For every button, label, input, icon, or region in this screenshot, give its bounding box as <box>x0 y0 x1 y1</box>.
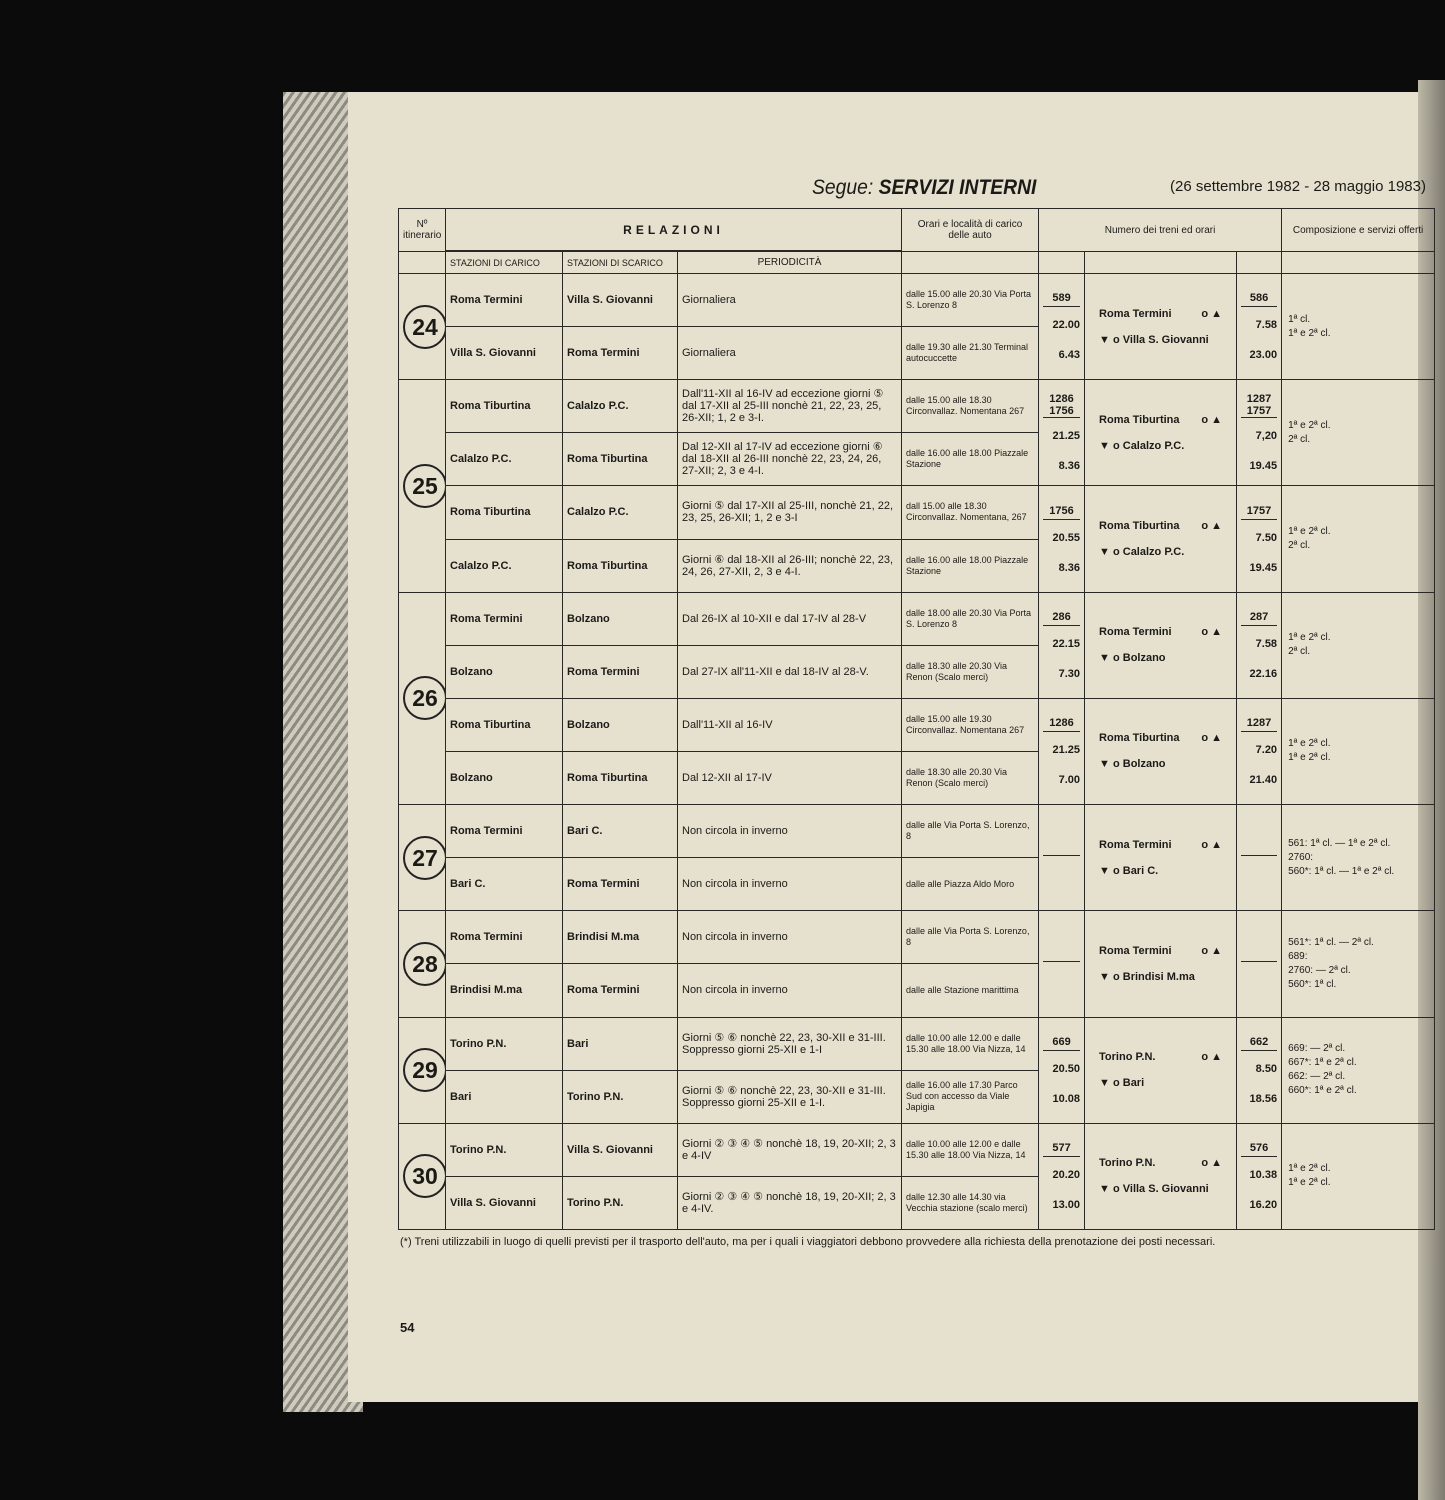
route-station-2: Brindisi M.ma <box>1122 970 1195 983</box>
train-num-left <box>1043 947 1080 962</box>
route-station-2: Bari C. <box>1122 864 1159 877</box>
train-number-right <box>1237 698 1282 804</box>
down-arrow-icon: ▼ o <box>1099 864 1123 877</box>
route-destination <box>1099 758 1222 770</box>
train-number-left <box>1039 274 1085 380</box>
train-num-right: 586 <box>1241 292 1277 307</box>
page-title <box>812 176 1036 200</box>
table-row <box>399 698 1435 751</box>
train-num-left: 669 <box>1043 1036 1080 1051</box>
load-station: Roma Termini <box>446 592 563 645</box>
table-row <box>399 911 1435 964</box>
down-arrow-icon: ▼ o <box>1099 758 1123 771</box>
composition-cell <box>1282 911 1435 1017</box>
route-origin <box>1099 732 1222 744</box>
time-left-2: 6.43 <box>1058 349 1081 362</box>
route-destination <box>1099 334 1222 346</box>
loading-times: dalle 18.30 alle 20.30 Via Renon (Scalo merci) <box>902 645 1039 698</box>
itinerary-number: 26 <box>403 676 446 720</box>
train-num-left: 589 <box>1043 292 1080 307</box>
route-cell <box>1085 911 1237 1017</box>
route-station-1: Roma Tiburtina <box>1099 520 1180 533</box>
unload-station: Villa S. Giovanni <box>563 274 678 327</box>
unload-station: Roma Tiburtina <box>563 433 678 486</box>
route-station-2: Bari <box>1122 1077 1145 1090</box>
route-destination <box>1099 971 1222 983</box>
route-cell <box>1085 592 1237 698</box>
composition-item: 1ª cl. <box>1288 313 1311 325</box>
time-right-2: 16.20 <box>1249 1198 1278 1211</box>
route-cell <box>1085 486 1237 592</box>
load-station: Roma Termini <box>446 911 563 964</box>
loading-times: dalle 16.00 alle 18.00 Piazzale Stazione <box>902 433 1039 486</box>
composition-item: 1ª e 2ª cl. <box>1288 738 1331 750</box>
itinerary-cell <box>399 274 446 380</box>
composition-cell <box>1282 698 1435 804</box>
loading-times: dalle alle Stazione marittima <box>902 964 1039 1017</box>
route-cell <box>1085 1123 1237 1229</box>
route-station-1: Roma Tiburtina <box>1099 413 1180 426</box>
time-right-2: 19.45 <box>1249 460 1278 473</box>
route-destination <box>1099 1183 1222 1195</box>
up-arrow-icon: o ▲ <box>1201 520 1223 533</box>
time-left-2: 7.30 <box>1058 667 1081 680</box>
composition-cell <box>1282 274 1435 380</box>
table-row <box>399 486 1435 539</box>
col-itinerary: Nº itinerario <box>399 209 446 252</box>
composition-cell <box>1282 486 1435 592</box>
periodicity: Giorni ⑤ ⑥ nonchè 22, 23, 30-XII e 31-III. Soppresso giorni 25-XII e 1-I. <box>678 1070 902 1123</box>
up-arrow-icon: o ▲ <box>1201 307 1223 320</box>
unload-station: Bari C. <box>563 805 678 858</box>
col-composition: Composizione e servizi offerti <box>1282 209 1435 252</box>
route-origin <box>1099 1051 1222 1063</box>
unload-station: Torino P.N. <box>563 1176 678 1229</box>
time-right-1: 7.50 <box>1255 531 1278 544</box>
train-num-right: 662 <box>1241 1036 1277 1051</box>
route-destination <box>1099 546 1222 558</box>
time-right-2: 21.40 <box>1249 773 1278 786</box>
periodicity: Giornaliera <box>678 327 902 380</box>
periodicity: Non circola in inverno <box>678 858 902 911</box>
periodicity: Non circola in inverno <box>678 911 902 964</box>
load-station: Roma Tiburtina <box>446 698 563 751</box>
time-right-1: 7.58 <box>1255 637 1278 650</box>
time-left-1: 20.50 <box>1052 1062 1081 1075</box>
time-left-1: 21.25 <box>1052 743 1081 756</box>
time-right-2: 23.00 <box>1249 349 1278 362</box>
train-number-left <box>1039 805 1085 911</box>
composition-item: 2760: — 2ª cl. <box>1288 964 1351 976</box>
time-left-1: 22.00 <box>1052 319 1081 332</box>
time-left-2: 7.00 <box>1058 773 1081 786</box>
periodicity: Non circola in inverno <box>678 964 902 1017</box>
route-destination <box>1099 1077 1222 1089</box>
load-station: Roma Termini <box>446 805 563 858</box>
load-station: Roma Termini <box>446 274 563 327</box>
loading-times: dalle 18.30 alle 20.30 Via Renon (Scalo merci) <box>902 751 1039 804</box>
route-origin <box>1099 1157 1222 1169</box>
train-number-left <box>1039 1017 1085 1123</box>
table-row <box>399 1017 1435 1070</box>
loading-times: dalle alle Via Porta S. Lorenzo, 8 <box>902 911 1039 964</box>
unload-station: Roma Termini <box>563 327 678 380</box>
periodicity: Dall'11-XII al 16-IV ad eccezione giorni ⑤ dal 17-XII al 25-III nonchè 21, 22, 23, 25, 26-XII; 1, 2 e 3-I. <box>678 380 902 433</box>
loading-times: dalle 15.00 alle 20.30 Via Porta S. Lorenzo 8 <box>902 274 1039 327</box>
up-arrow-icon: o ▲ <box>1201 626 1223 639</box>
route-cell <box>1085 380 1237 486</box>
down-arrow-icon: ▼ o <box>1099 439 1123 452</box>
train-number-right <box>1237 274 1282 380</box>
footnote: (*) Treni utilizzabili in luogo di quelli previsti per il trasporto dell'auto, ma per i quali i viaggiatori debbono provvedere alla richiesta della prenotazione dei posti necessari. <box>400 1236 1216 1248</box>
loading-times: dalle 15.00 alle 19.30 Circonvallaz. Nomentana 267 <box>902 698 1039 751</box>
unload-station: Roma Tiburtina <box>563 539 678 592</box>
train-number-left <box>1039 698 1085 804</box>
time-left-1: 20.55 <box>1052 531 1081 544</box>
time-right-1: 10.38 <box>1249 1168 1278 1181</box>
loading-times: dall 15.00 alle 18.30 Circonvallaz. Nomentana, 267 <box>902 486 1039 539</box>
train-num-left: 286 <box>1043 611 1080 626</box>
route-origin <box>1099 945 1222 957</box>
route-origin <box>1099 839 1222 851</box>
time-left-2: 8.36 <box>1058 460 1081 473</box>
route-cell <box>1085 698 1237 804</box>
composition-item: 2ª cl. <box>1288 433 1311 445</box>
composition-item: 689: <box>1288 950 1308 962</box>
route-origin <box>1099 520 1222 532</box>
up-arrow-icon: o ▲ <box>1201 413 1223 426</box>
route-station-1: Roma Termini <box>1099 307 1172 320</box>
train-num-left: 1286 <box>1043 717 1080 732</box>
route-destination <box>1099 865 1222 877</box>
periodicity: Giorni ② ③ ④ ⑤ nonchè 18, 19, 20-XII; 2, 3 e 4-IV. <box>678 1176 902 1229</box>
down-arrow-icon: ▼ o <box>1099 1077 1123 1090</box>
time-left-2: 8.36 <box>1058 561 1081 574</box>
composition-item: 1ª e 2ª cl. <box>1288 1163 1331 1175</box>
train-num-right <box>1241 841 1277 856</box>
time-right-1: 8.50 <box>1255 1062 1278 1075</box>
unload-station: Brindisi M.ma <box>563 911 678 964</box>
table-row <box>399 380 1435 433</box>
time-right-1: 7.20 <box>1255 743 1278 756</box>
down-arrow-icon: ▼ o <box>1099 970 1123 983</box>
col-unload-station: STAZIONI DI SCARICO <box>563 252 678 274</box>
composition-item: 2ª cl. <box>1288 646 1311 658</box>
time-right-2: 19.45 <box>1249 561 1278 574</box>
route-origin <box>1099 414 1222 426</box>
unload-station: Calalzo P.C. <box>563 486 678 539</box>
route-station-2: Villa S. Giovanni <box>1122 333 1209 346</box>
unload-station: Roma Termini <box>563 645 678 698</box>
composition-cell <box>1282 1017 1435 1123</box>
table-row <box>399 805 1435 858</box>
down-arrow-icon: ▼ o <box>1099 546 1123 559</box>
load-station: Bolzano <box>446 645 563 698</box>
composition-item: 2760: <box>1288 851 1314 863</box>
train-number-left <box>1039 911 1085 1017</box>
up-arrow-icon: o ▲ <box>1201 838 1223 851</box>
load-station: Roma Tiburtina <box>446 380 563 433</box>
train-num-left: 1756 <box>1043 505 1080 520</box>
composition-item: 561: 1ª cl. — 1ª e 2ª cl. <box>1288 837 1391 849</box>
col-times: Orari e località di carico delle auto <box>902 209 1039 252</box>
train-num-right: 1287 <box>1241 717 1277 732</box>
itinerary-number: 25 <box>403 464 446 508</box>
loading-times: dalle 19.30 alle 21.30 Terminal autocuccette <box>902 327 1039 380</box>
time-left-1: 20.20 <box>1052 1168 1081 1181</box>
route-cell <box>1085 805 1237 911</box>
itinerary-number: 24 <box>403 305 446 349</box>
composition-item: 1ª e 2ª cl. <box>1288 632 1331 644</box>
periodicity: Giorni ⑥ dal 18-XII al 26-III; nonchè 22, 23, 24, 26, 27-XII, 2, 3 e 4-I. <box>678 539 902 592</box>
time-right-1: 7,20 <box>1255 430 1278 443</box>
train-number-left <box>1039 486 1085 592</box>
load-station: Calalzo P.C. <box>446 433 563 486</box>
loading-times: dalle 16.00 alle 17.30 Parco Sud con accesso da Viale Japigia <box>902 1070 1039 1123</box>
route-origin <box>1099 626 1222 638</box>
composition-item: 1ª e 2ª cl. <box>1288 526 1331 538</box>
time-right-1: 7.58 <box>1255 319 1278 332</box>
loading-times: dalle 15.00 alle 18.30 Circonvallaz. Nomentana 267 <box>902 380 1039 433</box>
title-prefix: Segue: <box>812 176 874 199</box>
itinerary-number: 29 <box>403 1048 446 1092</box>
load-station: Bolzano <box>446 751 563 804</box>
itinerary-cell <box>399 1123 446 1229</box>
composition-cell <box>1282 1123 1435 1229</box>
time-right-2: 18.56 <box>1249 1092 1278 1105</box>
periodicity: Giorni ⑤ ⑥ nonchè 22, 23, 30-XII e 31-III. Soppresso giorni 25-XII e 1-I <box>678 1017 902 1070</box>
load-station: Brindisi M.ma <box>446 964 563 1017</box>
composition-item: 2ª cl. <box>1288 540 1311 552</box>
periodicity: Dal 12-XII al 17-IV <box>678 751 902 804</box>
loading-times: dalle 16.00 alle 18.00 Piazzale Stazione <box>902 539 1039 592</box>
route-station-1: Roma Termini <box>1099 626 1172 639</box>
train-number-right <box>1237 1123 1282 1229</box>
load-station: Villa S. Giovanni <box>446 1176 563 1229</box>
route-station-1: Torino P.N. <box>1099 1051 1156 1064</box>
composition-item: 660*: 1ª e 2ª cl. <box>1288 1085 1357 1097</box>
route-origin <box>1099 308 1222 320</box>
unload-station: Bolzano <box>563 698 678 751</box>
route-station-1: Torino P.N. <box>1099 1157 1156 1170</box>
page-header <box>0 176 1445 206</box>
train-number-right <box>1237 380 1282 486</box>
composition-item: 1ª e 2ª cl. <box>1288 327 1331 339</box>
periodicity: Non circola in inverno <box>678 805 902 858</box>
load-station: Torino P.N. <box>446 1017 563 1070</box>
itinerary-cell <box>399 592 446 804</box>
page-number: 54 <box>400 1320 415 1335</box>
table-row <box>399 592 1435 645</box>
down-arrow-icon: ▼ o <box>1099 652 1123 665</box>
col-trains: Numero dei treni ed orari <box>1039 209 1282 252</box>
load-station: Calalzo P.C. <box>446 539 563 592</box>
periodicity: Dal 27-IX all'11-XII e dal 18-IV al 28-V. <box>678 645 902 698</box>
itinerary-number: 28 <box>403 942 446 986</box>
time-left-2: 13.00 <box>1052 1198 1081 1211</box>
periodicity: Giorni ⑤ dal 17-XII al 25-III, nonchè 21, 22, 23, 25, 26-XII; 1, 2 e 3-I <box>678 486 902 539</box>
composition-cell <box>1282 380 1435 486</box>
periodicity: Giornaliera <box>678 274 902 327</box>
route-station-2: Bolzano <box>1122 652 1166 665</box>
train-num-right: 287 <box>1241 611 1277 626</box>
itinerary-cell <box>399 380 446 592</box>
load-station: Roma Tiburtina <box>446 486 563 539</box>
unload-station: Roma Termini <box>563 964 678 1017</box>
train-num-right: 576 <box>1241 1142 1277 1157</box>
route-destination <box>1099 652 1222 664</box>
train-num-left <box>1043 841 1080 856</box>
itinerary-cell <box>399 805 446 911</box>
time-right-2: 22.16 <box>1249 667 1278 680</box>
time-left-2: 10.08 <box>1052 1092 1081 1105</box>
periodicity: Giorni ② ③ ④ ⑤ nonchè 18, 19, 20-XII; 2, 3 e 4-IV <box>678 1123 902 1176</box>
composition-item: 1ª e 2ª cl. <box>1288 752 1331 764</box>
time-left-1: 21.25 <box>1052 430 1081 443</box>
route-cell <box>1085 274 1237 380</box>
down-arrow-icon: ▼ o <box>1099 1183 1123 1196</box>
composition-item: 662: — 2ª cl. <box>1288 1071 1346 1083</box>
train-number-right <box>1237 805 1282 911</box>
loading-times: dalle 12.30 alle 14.30 via Vecchia stazione (scalo merci) <box>902 1176 1039 1229</box>
route-cell <box>1085 1017 1237 1123</box>
train-num-right <box>1241 947 1277 962</box>
up-arrow-icon: o ▲ <box>1201 732 1223 745</box>
unload-station: Roma Termini <box>563 858 678 911</box>
unload-station: Bari <box>563 1017 678 1070</box>
validity-period: (26 settembre 1982 - 28 maggio 1983) <box>1170 178 1426 195</box>
load-station: Bari <box>446 1070 563 1123</box>
title-main: SERVIZI INTERNI <box>878 176 1037 199</box>
train-number-left <box>1039 592 1085 698</box>
route-destination <box>1099 440 1222 452</box>
table-row <box>399 1123 1435 1176</box>
train-number-left <box>1039 380 1085 486</box>
time-left-1: 22.15 <box>1052 637 1081 650</box>
route-station-2: Calalzo P.C. <box>1122 546 1185 559</box>
col-periodicity: PERIODICITÀ <box>678 252 902 274</box>
up-arrow-icon: o ▲ <box>1201 944 1223 957</box>
itinerary-number: 27 <box>403 836 446 880</box>
composition-cell <box>1282 592 1435 698</box>
route-station-1: Roma Termini <box>1099 944 1172 957</box>
up-arrow-icon: o ▲ <box>1201 1051 1223 1064</box>
train-num-left: 577 <box>1043 1142 1080 1157</box>
loading-times: dalle 10.00 alle 12.00 e dalle 15.30 alle 18.00 Via Nizza, 14 <box>902 1017 1039 1070</box>
train-num-right: 1757 <box>1241 505 1277 520</box>
route-station-1: Roma Termini <box>1099 838 1172 851</box>
load-station: Torino P.N. <box>446 1123 563 1176</box>
down-arrow-icon: ▼ o <box>1099 333 1123 346</box>
route-station-1: Roma Tiburtina <box>1099 732 1180 745</box>
unload-station: Bolzano <box>563 592 678 645</box>
loading-times: dalle 18.00 alle 20.30 Via Porta S. Lorenzo 8 <box>902 592 1039 645</box>
periodicity: Dal 12-XII al 17-IV ad eccezione giorni ⑥ dal 18-XII al 26-III nonchè 22, 23, 24, 26, 27-XII; 2, 3 e 4-I. <box>678 433 902 486</box>
composition-item: 1ª e 2ª cl. <box>1288 419 1331 431</box>
table-row <box>399 274 1435 327</box>
train-number-left <box>1039 1123 1085 1229</box>
periodicity: Dal 26-IX al 10-XII e dal 17-IV al 28-V <box>678 592 902 645</box>
route-station-2: Calalzo P.C. <box>1122 439 1185 452</box>
unload-station: Roma Tiburtina <box>563 751 678 804</box>
loading-times: dalle alle Piazza Aldo Moro <box>902 858 1039 911</box>
train-number-right <box>1237 1017 1282 1123</box>
itinerary-number: 30 <box>403 1154 446 1198</box>
loading-times: dalle 10.00 alle 12.00 e dalle 15.30 alle 18.00 Via Nizza, 14 <box>902 1123 1039 1176</box>
load-station: Villa S. Giovanni <box>446 327 563 380</box>
train-num-left: 1286 1756 <box>1043 393 1080 418</box>
col-load-station: STAZIONI DI CARICO <box>446 252 563 274</box>
timetable <box>398 208 1435 1230</box>
train-number-right <box>1237 486 1282 592</box>
loading-times: dalle alle Via Porta S. Lorenzo, 8 <box>902 805 1039 858</box>
train-number-right <box>1237 592 1282 698</box>
train-number-right <box>1237 911 1282 1017</box>
composition-item: 1ª e 2ª cl. <box>1288 1177 1331 1189</box>
unload-station: Torino P.N. <box>563 1070 678 1123</box>
route-station-2: Bolzano <box>1122 758 1166 771</box>
composition-item: 560*: 1ª cl. <box>1288 978 1337 990</box>
composition-item: 667*: 1ª e 2ª cl. <box>1288 1057 1357 1069</box>
load-station: Bari C. <box>446 858 563 911</box>
train-num-right: 1287 1757 <box>1241 393 1277 418</box>
composition-item: 560*: 1ª cl. — 1ª e 2ª cl. <box>1288 865 1395 877</box>
route-station-2: Villa S. Giovanni <box>1122 1183 1209 1196</box>
composition-item: 669: — 2ª cl. <box>1288 1043 1346 1055</box>
unload-station: Villa S. Giovanni <box>563 1123 678 1176</box>
itinerary-cell <box>399 911 446 1017</box>
composition-cell <box>1282 805 1435 911</box>
itinerary-cell <box>399 1017 446 1123</box>
periodicity: Dall'11-XII al 16-IV <box>678 698 902 751</box>
up-arrow-icon: o ▲ <box>1201 1157 1223 1170</box>
composition-item: 561*: 1ª cl. — 2ª cl. <box>1288 936 1374 948</box>
unload-station: Calalzo P.C. <box>563 380 678 433</box>
col-relations: RELAZIONI <box>446 209 902 251</box>
